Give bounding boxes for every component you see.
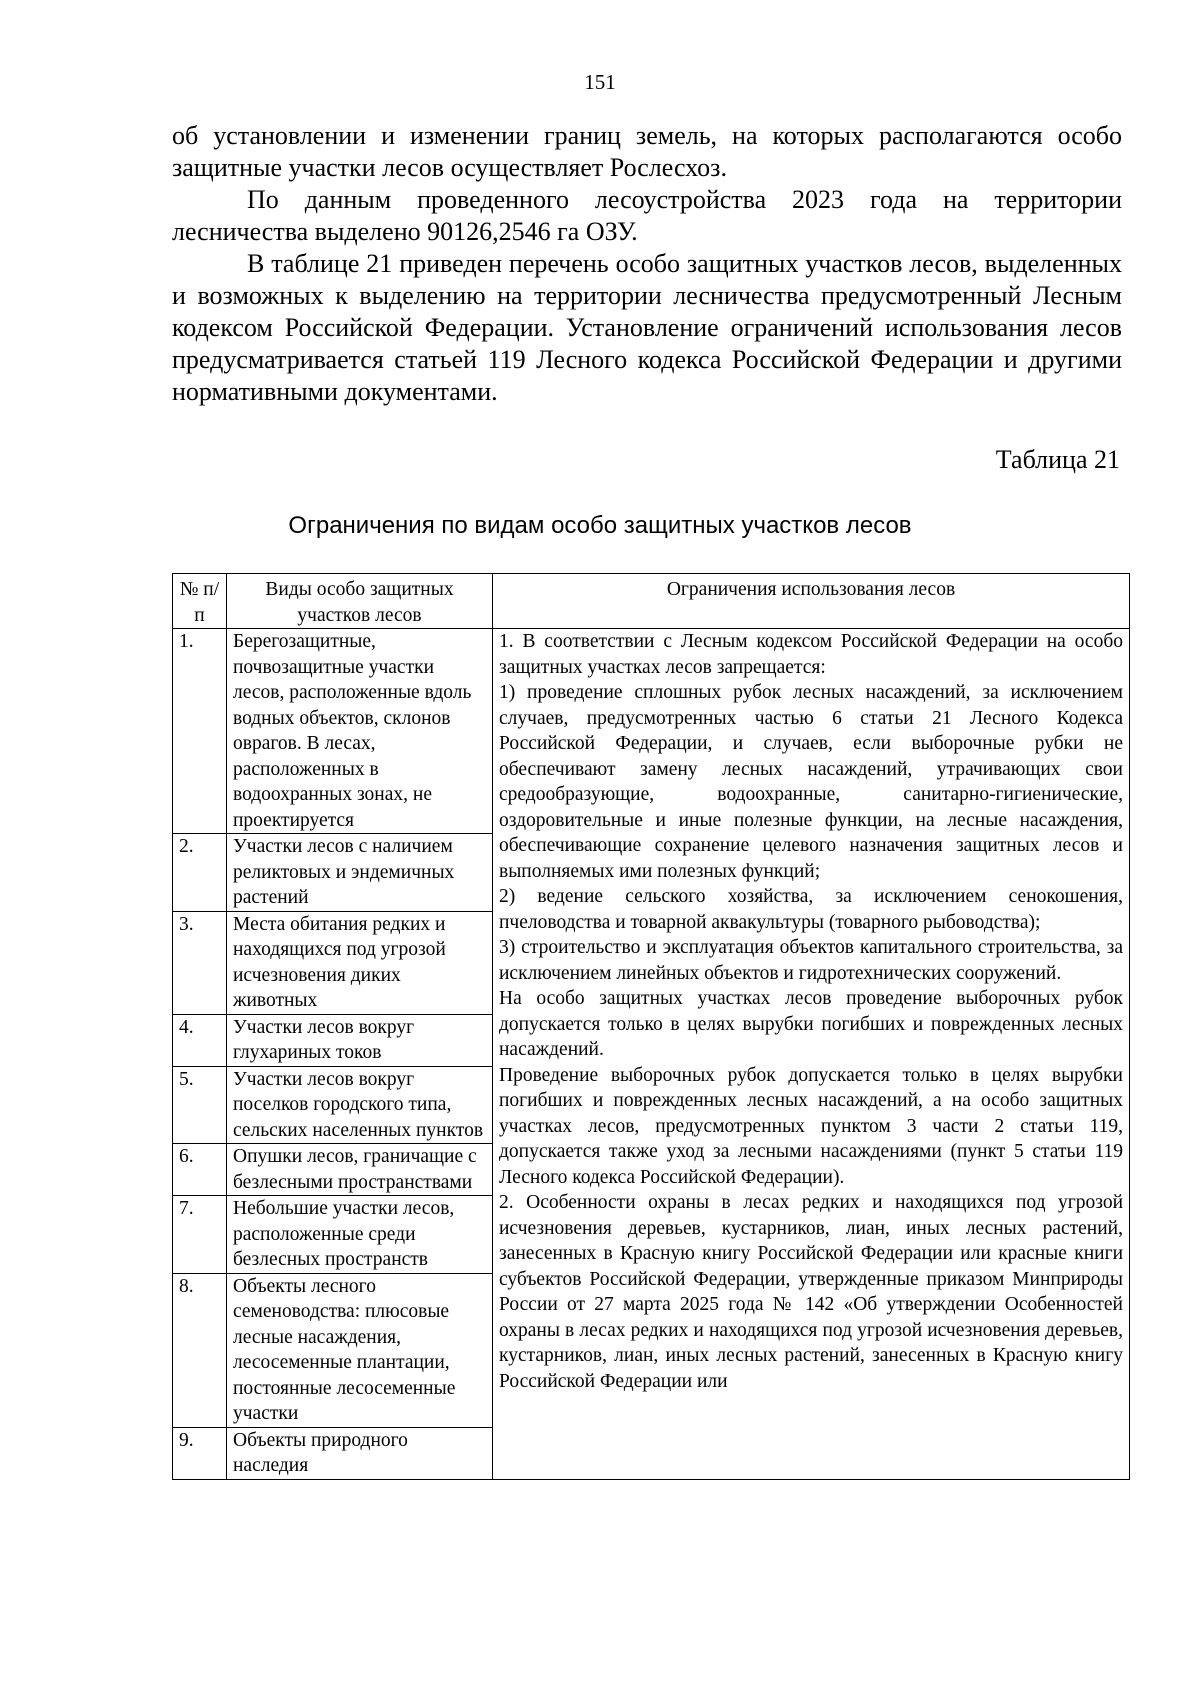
row-num: 8. bbox=[173, 1273, 227, 1427]
restrictions-cell bbox=[493, 629, 1130, 1480]
row-kind: Небольшие участки лесов, расположенные среди безлесных пространств bbox=[227, 1196, 493, 1274]
header-num: № п/п bbox=[173, 574, 227, 629]
page-number: 151 bbox=[584, 70, 616, 94]
header-restrictions: Ограничения использования лесов bbox=[493, 574, 1130, 629]
row-num: 4. bbox=[173, 1014, 227, 1066]
row-kind: Участки лесов вокруг поселков городского типа, сельских населенных пунктов bbox=[227, 1066, 493, 1144]
restrictions-table bbox=[172, 573, 1130, 1480]
row-kind: Берегозащитные, почвозащитные участки лесов, расположенные вдоль водных объектов, склонов оврагов. В лесах, расположенных в водоохранных зонах, не проектируется bbox=[227, 629, 493, 834]
restriction-paragraph: 1. В соответствии с Лесным кодексом Российской Федерации на особо защитных участках лесов запрещается: bbox=[499, 631, 1123, 678]
table-title: Ограничения по видам особо защитных участков лесов bbox=[288, 512, 912, 539]
restriction-paragraph: 2. Особенности охраны в лесах редких и находящихся под угрозой исчезновения деревьев, кустарников, лиан, иных лесных растений, занесенных в Красную книгу Российской Федерации или красные книги субъектов Российской Федерации, утвержденные приказом Минприроды России от 27 марта 2025 года № 142 «Об утверждении Особенностей охраны в лесах редких и находящихся под угрозой исчезновения деревьев, кустарников, лиан, иных лесных растений, занесенных в Красную книгу Российской Федерации или bbox=[499, 1192, 1123, 1392]
row-kind: Участки лесов вокруг глухариных токов bbox=[227, 1014, 493, 1066]
table-header-row bbox=[173, 574, 1130, 629]
table-row bbox=[173, 629, 1130, 834]
body-text bbox=[172, 120, 1122, 408]
restriction-paragraph: 2) ведение сельского хозяйства, за исключением сенокошения, пчеловодства и товарной аквакультуры (товарного рыбоводства); bbox=[499, 886, 1123, 933]
table-label: Таблица 21 bbox=[995, 445, 1120, 474]
row-num: 3. bbox=[173, 911, 227, 1014]
restriction-paragraph: 1) проведение сплошных рубок лесных насаждений, за исключением случаев, предусмотренных частью 6 статьи 21 Лесного Кодекса Российской Федерации, и случаев, если выборочные рубки не обеспечивают замену лесных насаждений, утрачивающих свои средообразующие, водоохранные, санитарно-гигиенические, оздоровительные и иные полезные функции, на лесные насаждения, обеспечивающие сохранение целевого назначения защитных лесов и выполняемых ими полезных функций; bbox=[499, 682, 1123, 882]
row-num: 1. bbox=[173, 629, 227, 834]
row-num: 6. bbox=[173, 1144, 227, 1196]
row-kind: Объекты природного наследия bbox=[227, 1427, 493, 1479]
row-num: 5. bbox=[173, 1066, 227, 1144]
paragraph-1: об установлении и изменении границ земель, на которых располагаются особо защитные участки лесов осуществляет Рослесхоз. bbox=[172, 121, 1122, 182]
row-kind: Места обитания редких и находящихся под угрозой исчезновения диких животных bbox=[227, 911, 493, 1014]
restriction-paragraph: 3) строительство и эксплуатация объектов капитального строительства, за исключением линейных объектов и гидротехнических сооружений. bbox=[499, 937, 1123, 984]
row-kind: Объекты лесного семеноводства: плюсовые лесные насаждения, лесосеменные плантации, постоянные лесосеменные участки bbox=[227, 1273, 493, 1427]
paragraph-2: По данным проведенного лесоустройства 2023 года на территории лесничества выделено 90126,2546 га ОЗУ. bbox=[172, 185, 1122, 246]
row-num: 2. bbox=[173, 834, 227, 912]
header-kind: Виды особо защитных участков лесов bbox=[227, 574, 493, 629]
paragraph-3: В таблице 21 приведен перечень особо защитных участков лесов, выделенных и возможных к выделению на территории лесничества предусмотренный Лесным кодексом Российской Федерации. Установление ограничений использования лесов предусматривается статьей 119 Лесного кодекса Российской Федерации и другими нормативными документами. bbox=[172, 249, 1122, 406]
row-num: 7. bbox=[173, 1196, 227, 1274]
row-num: 9. bbox=[173, 1427, 227, 1479]
row-kind: Участки лесов с наличием реликтовых и эндемичных растений bbox=[227, 834, 493, 912]
row-kind: Опушки лесов, граничащие с безлесными пространствами bbox=[227, 1144, 493, 1196]
restriction-paragraph: Проведение выборочных рубок допускается только в целях вырубки погибших и поврежденных лесных насаждений, а на особо защитных участках лесов, предусмотренных пунктом 3 части 2 статьи 119, допускается также уход за лесными насаждениями (пункт 5 статьи 119 Лесного кодекса Российской Федерации). bbox=[499, 1064, 1123, 1188]
restriction-paragraph: На особо защитных участках лесов проведение выборочных рубок допускается только в целях вырубки погибших и поврежденных лесных насаждений. bbox=[499, 988, 1123, 1060]
